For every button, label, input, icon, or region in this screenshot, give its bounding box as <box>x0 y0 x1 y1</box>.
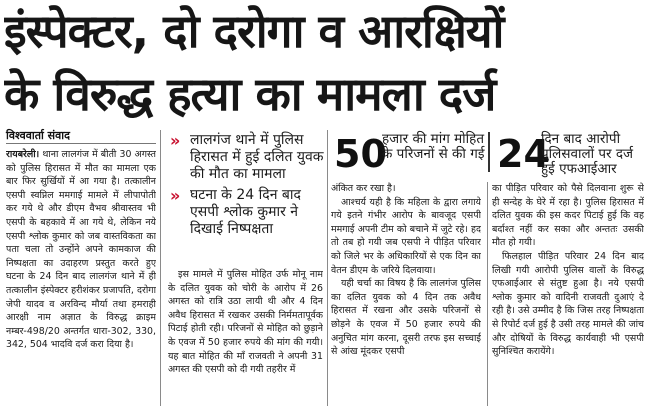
article-column-1 <box>6 148 156 404</box>
stat-box <box>334 130 484 178</box>
stat-text: दिन बाद आरोपी पुलिसवालों पर दर्ज हुई एफआईआर <box>541 131 634 177</box>
column-3-paragraph: आश्चर्य यही है कि महिला के द्वारा लगाये गये इतने गंभीर आरोप के बावजूद एसपी ममगाई अपनी टीम को बचाने में जुटे रहे। हद तो तब हो गयी जब एसपी ने पीड़ित परिवार को जिले भर के अधिकारियों से एक दिन का वेतन डीएम के जरिये दिलवाया। <box>331 196 481 276</box>
stat-divider <box>488 132 490 172</box>
column-divider <box>327 130 328 406</box>
stat-number: 50 <box>334 132 387 176</box>
headline-line-2: के विरुद्ध हत्या का मामला दर्ज <box>4 67 496 121</box>
double-chevron-icon: » <box>170 131 178 150</box>
article-column-4 <box>492 182 644 404</box>
highlight-text: लालगंज थाने में पुलिस हिरासत में हुई दलित युवक की मौत का मामला <box>190 132 324 182</box>
highlight-item <box>168 187 328 238</box>
column-divider <box>160 130 161 406</box>
column-4-text: का पीड़ित परिवार को पैसे दिलवाना शुरू से ही सन्देह के घेरे में रहा है। पुलिस हिरासत में दलित युवक की इस कदर पिटाई हुई कि वह बर्दाश्त नहीं कर सका और अन्ततः उसकी मौत हो गयी। <box>492 183 644 249</box>
article-column-2 <box>168 268 323 404</box>
stat-number: 24 <box>497 132 550 176</box>
highlight-text: घटना के 24 दिन बाद एसपी श्लोक कुमार ने दिखाई निष्पक्षता <box>190 187 301 237</box>
column-3-text: अंकित कर रखा है। <box>331 183 396 194</box>
column-2-text: इस मामले में पुलिस मोहित उर्फ मोनू नाम के दलित युवक को चोरी के आरोप में 26 अगस्त को रात्रि उठा लायी थी और 4 दिन अवैध हिरासत में रखकर उसकी निर्ममतापूर्वक पिटाई होती रही। परिजनों से मोहित को छुड़ाने के एवज में 50 हजार रुपये की मांग की गयी। यह बात मोहित की माँ राजवती ने अपनी 31 अगस्त की एसपी को दी गयी तहरीर में <box>168 269 323 376</box>
byline: विश्ववार्ता संवाद <box>6 128 156 144</box>
column-3-paragraph: यही चर्चा का विषय है कि लालगंज पुलिस का दलित युवक को 4 दिन तक अवैध हिरासत में रखना और उसके परिजनों से छोड़ने के एवज में 50 हजार रुपये की अनुचित मांग करना, दूसरी तरफ इस सच्चाई से आंख मूंदकर एसपी <box>331 278 481 358</box>
column-1-text: थाना लालगंज में बीती 30 अगस्त को पुलिस हिरासत में मौत का मामला एक बार फिर सुर्खियों में आ गया है। तत्कालीन एसपी स्वप्निल ममगाई मामले में लीपापोती कर गये थे और डीएम वैभव श्रीवास्तव भी एसपी के बहकावे में आ गये थे, लेकिन नये एसपी श्लोक कुमार को जब वास्तविकता का पता चला तो उन्होंने अपने कामकाज की निष्पक्षता का उदाहरण प्रस्तुत करते हुए घटना के 24 दिन बाद लालगंज थाने में ही तत्कालीन इंस्पेक्टर हरीशंकर प्रजापति, दरोगा जेपी यादव व अरविन्द मौर्या तथा हमराही आरक्षी नाम अज्ञात के विरुद्ध क्राइम नम्बर-498/20 अन्तर्गत धारा-302, 330, 342, 504 भादवि दर्ज करा दिया है। <box>6 149 156 351</box>
place-dateline: रायबरेली। <box>6 149 40 160</box>
double-chevron-icon: » <box>170 186 178 205</box>
headline-line-1: इंस्पेक्टर, दो दरोगा व आरक्षियों <box>4 4 504 58</box>
article-column-3 <box>331 182 481 404</box>
highlights-box <box>168 132 328 242</box>
column-divider <box>487 182 488 406</box>
stat-text: हजार की मांग मोहित के परिजनों से की गई <box>382 131 485 162</box>
highlight-item <box>168 132 328 183</box>
stat-box <box>497 130 647 178</box>
column-4-paragraph: फिलहाल पीड़ित परिवार 24 दिन बाद लिखी गयी आरोपी पुलिस वालों के विरुद्ध एफआईआर से संतुष्ट हुआ है। नये एसपी श्लोक कुमार को वादिनी राजवती दुआएं दे रही है। उसे उम्मीद है कि जिस तरह निष्पक्षता से रिपोर्ट दर्ज हुई है उसी तरह मामले की जांच और दोषियों के विरुद्ध कार्यवाही भी एसपी सुनिश्चित करायेंगे। <box>492 250 644 358</box>
